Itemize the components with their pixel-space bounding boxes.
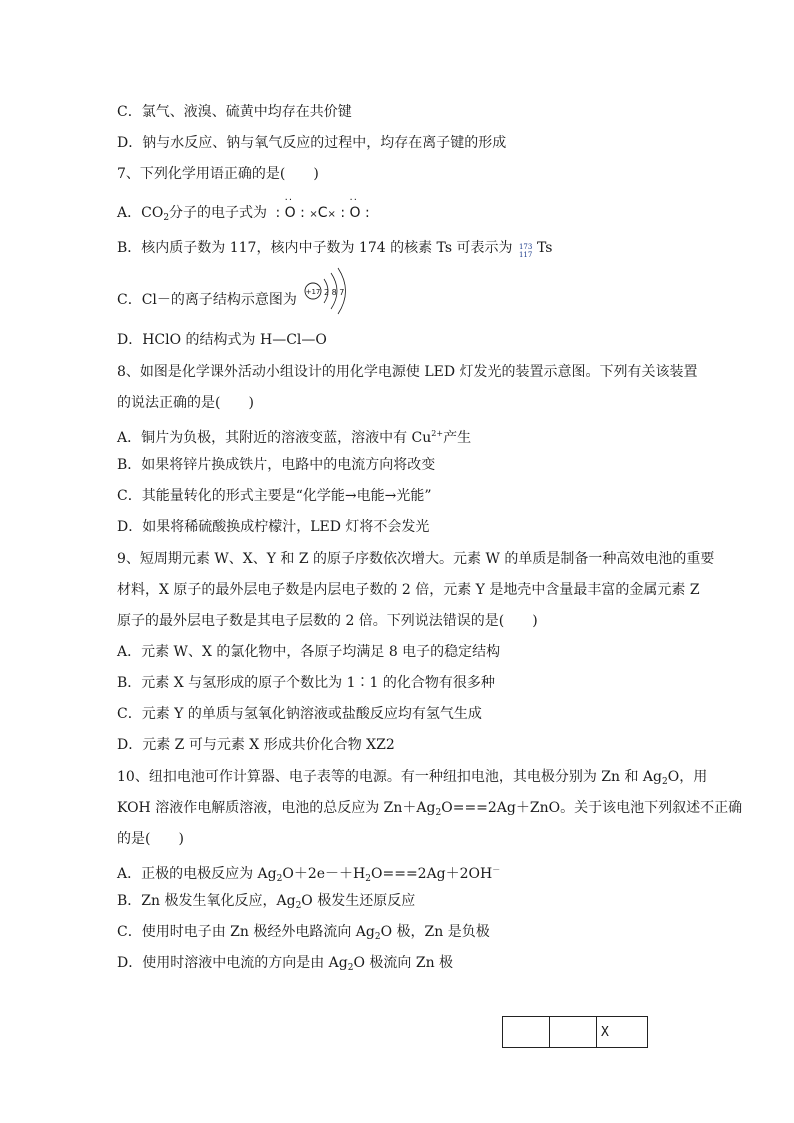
co2-subscript: 2	[163, 213, 170, 223]
question-7-text: 7、下列化学用语正确的是( )	[117, 166, 319, 182]
option-8b	[117, 455, 435, 475]
answer-box-cell-2	[550, 1017, 597, 1048]
option-8d-text: D．如果将稀硫酸换成柠檬汁，LED 灯将不会发光	[117, 519, 430, 535]
question-8-stem-2	[117, 393, 254, 413]
option-10b-text: B．Zn 极发生氧化反应，Ag	[117, 893, 296, 909]
ag2o-subscript: 2	[276, 874, 283, 884]
option-8a-tail: 产生	[443, 430, 472, 446]
option-7d-text: D．HClO 的结构式为 H—Cl—O	[117, 332, 327, 348]
option-8c-text: C．其能量转化的形式主要是“化学能→电能→光能”	[117, 488, 432, 504]
co2-lewis-structure	[275, 195, 370, 225]
question-10-text-2: KOH 溶液作电解质溶液，电池的总反应为 Zn＋Ag	[117, 800, 436, 816]
nuclide-symbol: Ts	[536, 240, 553, 256]
option-8c	[117, 486, 432, 506]
ag2o-subscript: 2	[295, 901, 302, 911]
option-10c	[117, 922, 490, 947]
option-10d	[117, 953, 453, 978]
option-9d	[117, 735, 395, 755]
option-10c-text-b: O 极，Zn 是负极	[380, 924, 490, 940]
answer-box-row	[503, 1017, 648, 1048]
nuclide-mass-number: 173	[518, 243, 533, 251]
question-8-stem-1	[117, 362, 698, 382]
lewis-o1: O	[284, 205, 296, 221]
option-7a	[117, 195, 370, 228]
svg-text:+17: +17	[305, 288, 321, 296]
option-7c	[117, 284, 351, 316]
ion-shell-label: 2 8 7	[324, 288, 345, 297]
lewis-colon-left: :	[275, 205, 281, 221]
question-9-stem-1	[117, 549, 714, 569]
lewis-pair-o1: ··	[284, 195, 294, 206]
option-6c	[117, 102, 352, 122]
option-6c-text: C．氯气、液溴、硫黄中均存在共价键	[117, 104, 352, 120]
question-9-text-2: 材料，X 原子的最外层电子数是内层电子数的 2 倍，元素 Y 是地壳中含量最丰富的金属元素 Z	[117, 582, 700, 598]
oh-charge-superscript: －	[492, 865, 501, 874]
h2o-subscript: 2	[365, 874, 371, 884]
lewis-colon-right: :	[365, 205, 370, 221]
question-9-stem-2	[117, 580, 700, 600]
option-6d-text: D．钠与水反应、钠与氧气反应的过程中，均存在离子键的形成	[117, 135, 507, 151]
question-10-stem-2	[117, 798, 742, 823]
option-8d	[117, 517, 429, 537]
option-10b	[117, 891, 415, 916]
option-7b	[117, 238, 552, 258]
option-9b-text: B．元素 X 与氢形成的原子个数比为 1∶1 的化合物有很多种	[117, 675, 495, 691]
option-10b-text-b: O 极发生还原反应	[301, 893, 416, 909]
lewis-cross-2: ×	[327, 209, 336, 220]
question-10-text-1: 10、纽扣电池可作计算器、电子表等的电源。有一种纽扣电池，其电极分别为 Zn 和 Ag	[117, 769, 662, 785]
nuclide-atomic-number: 117	[518, 251, 533, 259]
ag2o-subscript: 2	[347, 963, 354, 973]
question-8-text-1: 8、如图是化学课外活动小组设计的用化学电源使 LED 灯发光的装置示意图。下列有关该装置	[117, 364, 698, 380]
question-7-stem	[117, 164, 319, 184]
option-10c-text: C．使用时电子由 Zn 极经外电路流向 Ag	[117, 924, 375, 940]
option-8a	[117, 424, 471, 448]
cl-ion-diagram	[303, 284, 351, 316]
option-8a-text: A．铜片为负极，其附近的溶液变蓝，溶液中有 Cu	[117, 430, 432, 446]
option-10a-text: A．正极的电极反应为 Ag	[117, 866, 277, 882]
option-10a	[117, 860, 500, 889]
answer-box-cell-3: X	[597, 1017, 648, 1048]
question-10-stem-3	[117, 829, 184, 849]
option-9c	[117, 704, 482, 724]
option-7b-text: B．核内质子数为 117，核内中子数为 174 的核素 Ts 可表示为	[117, 240, 513, 256]
option-8b-text: B．如果将锌片换成铁片，电路中的电流方向将改变	[117, 457, 436, 473]
question-10-text-1b: O，用	[667, 769, 708, 785]
option-9a-text: A．元素 W、X 的氯化物中，各原子均满足 8 电子的稳定结构	[117, 644, 501, 660]
option-7d	[117, 330, 327, 350]
question-9-text-1: 9、短周期元素 W、X、Y 和 Z 的原子序数依次增大。元素 W 的单质是制备一种高效电池的重要	[117, 551, 715, 567]
cu-charge-superscript: 2+	[431, 429, 444, 438]
option-6d	[117, 133, 506, 153]
ag2o-subscript: 2	[661, 777, 668, 787]
question-10-stem-1	[117, 767, 707, 792]
option-7c-text: C．Cl－的离子结构示意图为	[117, 292, 297, 308]
option-10a-text-c: O===2Ag＋2OH	[371, 866, 493, 882]
question-10-text-2b: O===2Ag＋ZnO。关于该电池下列叙述不正确	[441, 800, 743, 816]
lewis-c: C	[317, 205, 328, 221]
question-9-text-3: 原子的最外层电子数是其电子层数的 2 倍。下列说法错误的是( )	[117, 613, 538, 629]
answer-box-cell-1	[503, 1017, 550, 1048]
option-7a-text: 分子的电子式为	[169, 205, 268, 221]
option-7a-prefix: A．CO	[117, 205, 164, 221]
ag2o-subscript: 2	[435, 808, 442, 818]
nuclide-notation	[517, 238, 537, 258]
answer-box-table	[502, 1016, 648, 1048]
option-9d-text: D．元素 Z 可与元素 X 形成共价化合物 XZ2	[117, 737, 395, 753]
option-10a-text-b: O＋2e－＋H	[282, 866, 366, 882]
option-9a	[117, 642, 500, 662]
lewis-cross-1: ×	[309, 209, 318, 220]
option-10d-text: D．使用时溶液中电流的方向是由 Ag	[117, 955, 348, 971]
lewis-pair-o2: ··	[349, 195, 358, 206]
option-9b	[117, 673, 495, 693]
question-8-text-2: 的说法正确的是( )	[117, 395, 254, 411]
lewis-o2: O	[349, 205, 361, 221]
lewis-colon-o1-c: :	[300, 205, 305, 221]
question-9-stem-3	[117, 611, 538, 631]
question-10-text-3: 的是( )	[117, 831, 184, 847]
ag2o-subscript: 2	[374, 932, 381, 942]
option-10d-text-b: O 极流向 Zn 极	[353, 955, 454, 971]
option-9c-text: C．元素 Y 的单质与氢氧化钠溶液或盐酸反应均有氢气生成	[117, 706, 482, 722]
lewis-colon-c-o2: :	[340, 205, 346, 221]
